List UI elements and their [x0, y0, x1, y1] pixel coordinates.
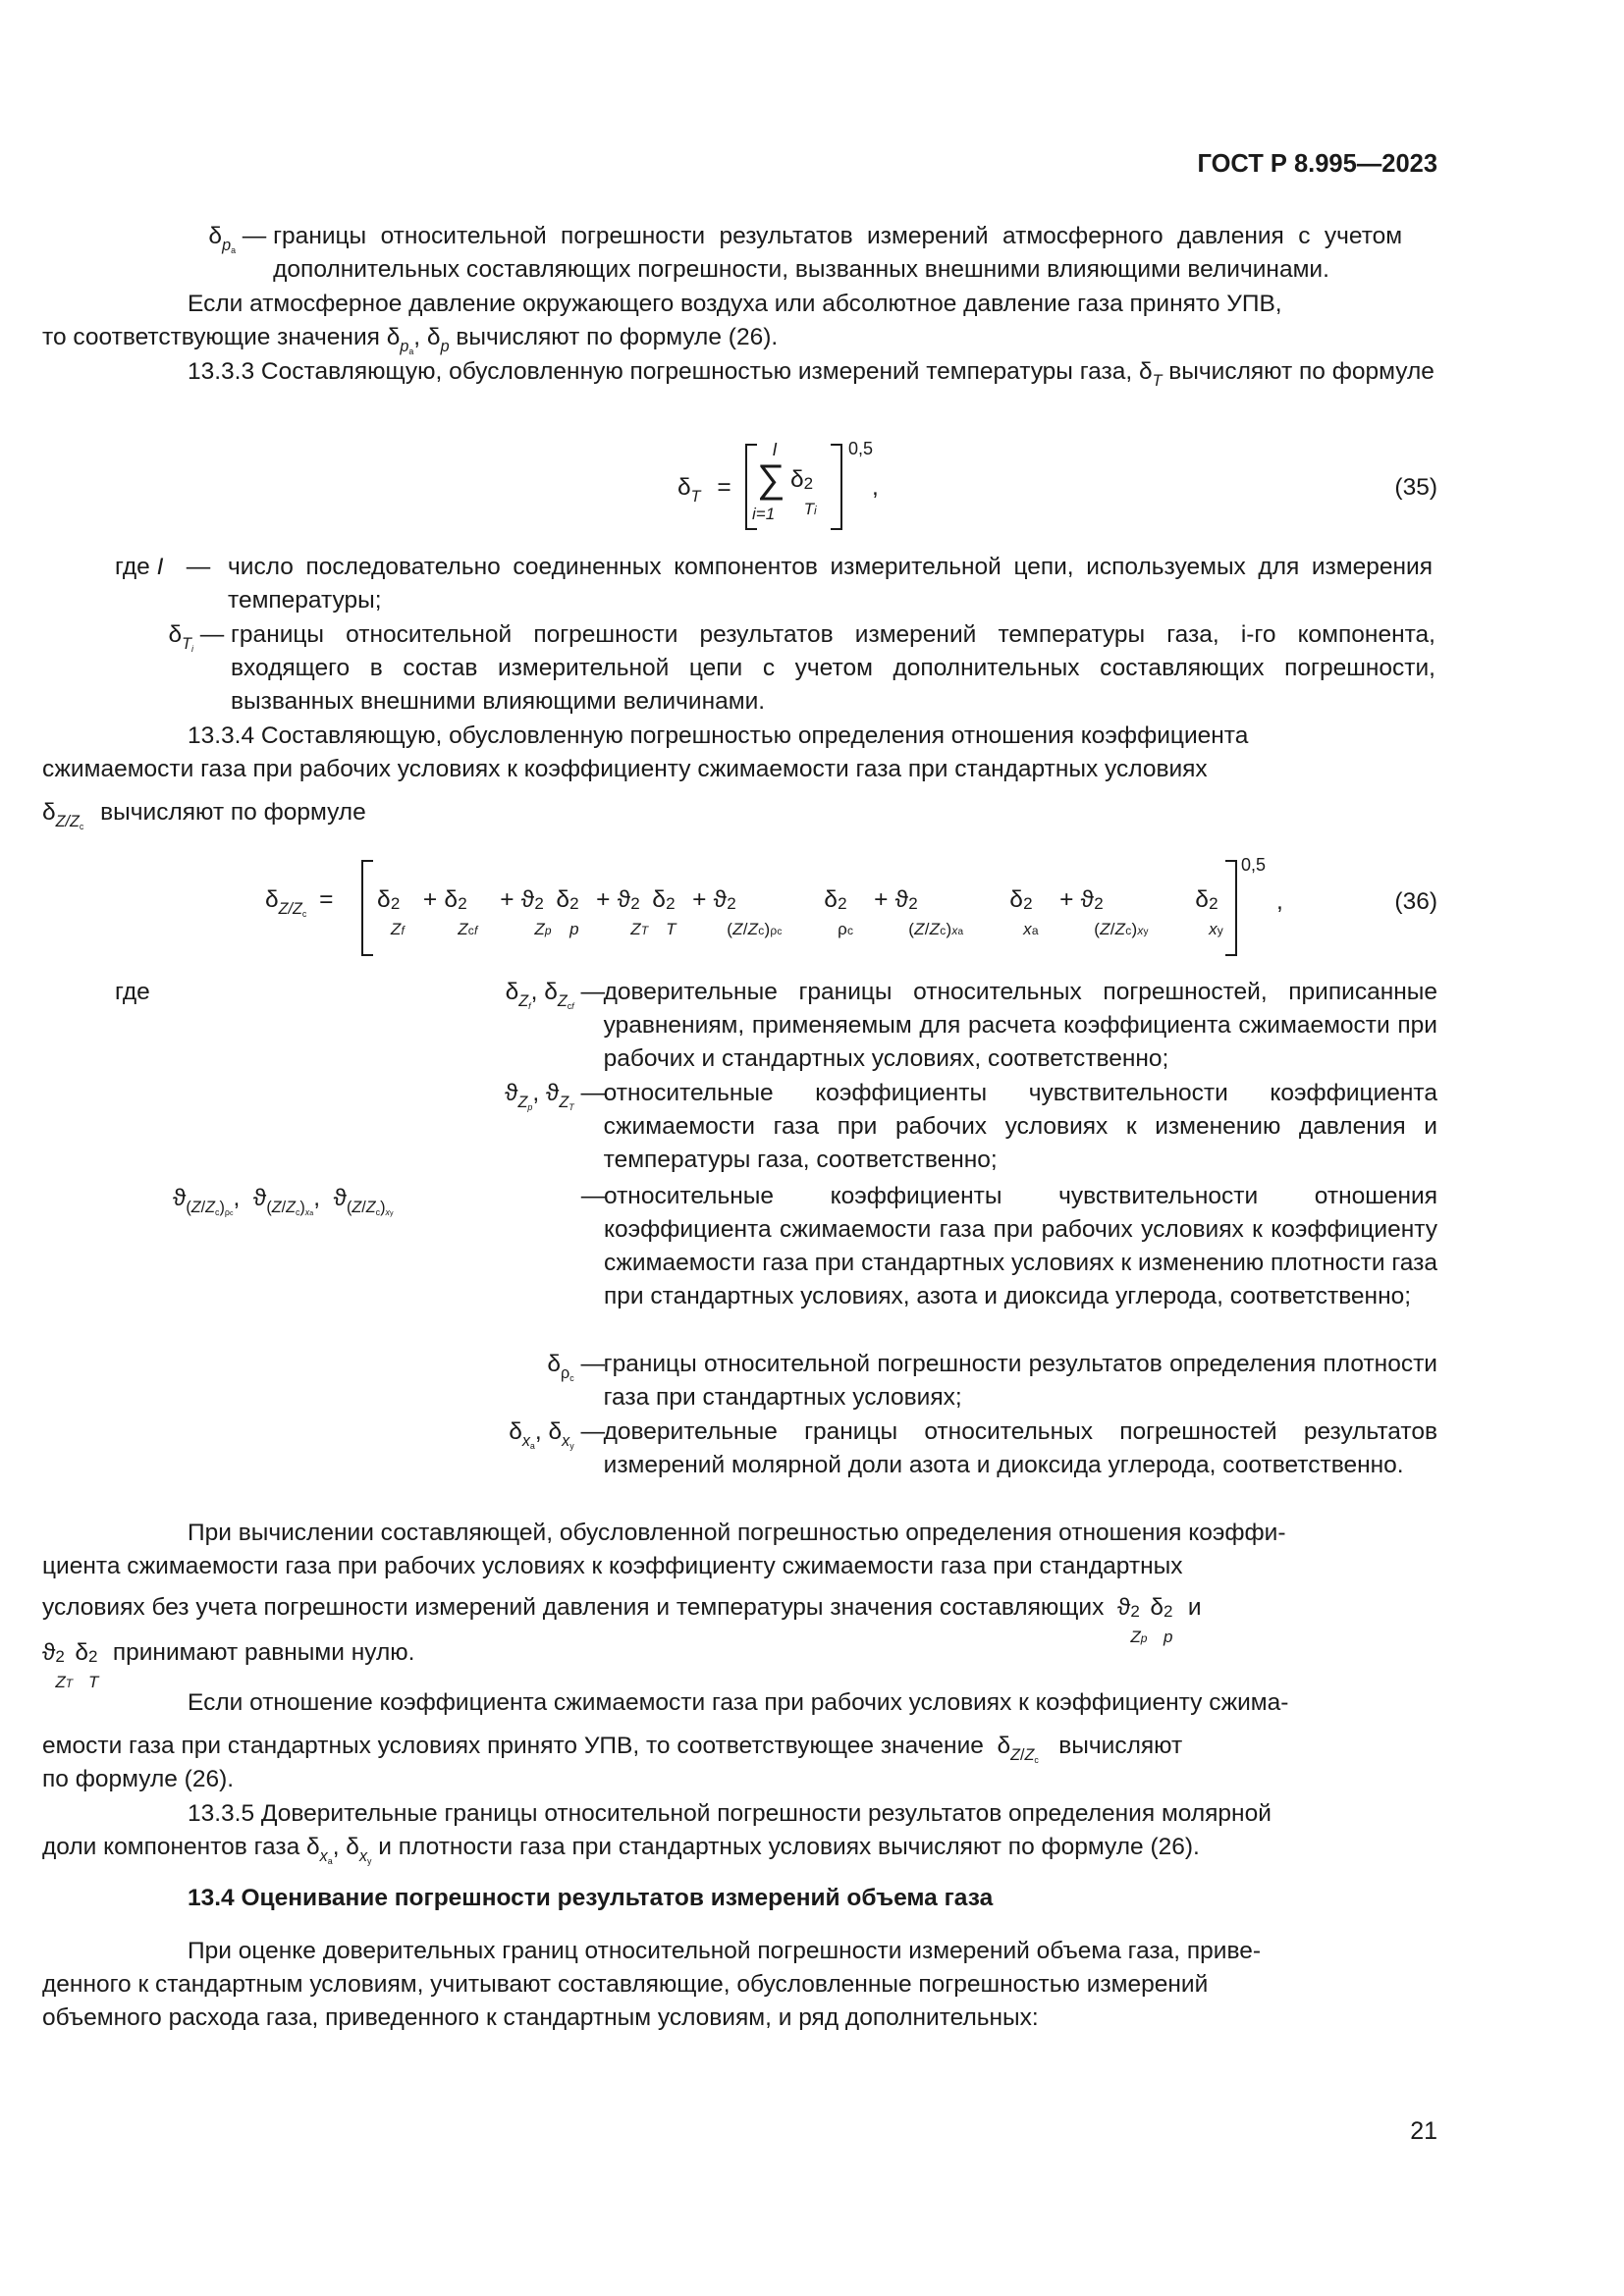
equation-number-35: (35): [1394, 474, 1437, 501]
paragraph-upv: Если отношение коэффициента сжимаемости газа при рабочих условиях к коэффициенту сжима- емости газа при стандартных условиях принято УПВ, то соответствующее значение $\delta_{Z/Zc}$ вычисляют по формуле (26).: [42, 1689, 1289, 1792]
definition-term: $ϑ_{Zp}$, $ϑ_{ZT}$: [505, 1080, 574, 1112]
paragraph-volume: При оценке доверительных границ относительной погрешности измерений объема газа, приве- денного к стандартным условиям, учитывают составляющие, обусловленные погрешностью измерений объемного расхода газа, приведенного к стандартным условиям, и ряд дополнительных:: [42, 1938, 1262, 2031]
definition-text: границы относительной погрешности результатов определения плотности газа при стандартных условиях;: [603, 1351, 1437, 1411]
left-bracket: [361, 860, 373, 956]
right-bracket: [831, 444, 842, 530]
equation-35: $\delta_T$ =: [677, 474, 731, 506]
definition-term: где I: [115, 554, 164, 580]
power: 0,5: [848, 439, 874, 458]
sum-upper-limit: I: [772, 440, 778, 459]
definition-dash: —: [573, 1351, 612, 1377]
definition-text: границы относительной погрешности результатов измерений температуры газа, i-го компонента, входящего в состав измерительной цепи с учетом дополнительных составляющих погрешности, вызванных внешними влияющими величинами.: [231, 621, 1435, 715]
definition-term: $\delta_{Zf}$, $\delta_{Zcf}$: [505, 979, 574, 1011]
definition-dash: —: [573, 1418, 612, 1445]
definition-text: доверительные границы относительных погрешностей результатов измерений молярной доли азота и диоксида углерода, соответственно.: [603, 1418, 1437, 1478]
equation-36-lhs: $\delta_{Z/Zc}$ =: [265, 886, 334, 919]
where-label: где: [115, 979, 150, 1005]
paragraph-atmospheric: Если атмосферное давление окружающего воздуха или абсолютное давление газа принято УПВ, то соответствующие значения $\delta_{pa}$, $\delta_p$ вычисляют по формуле (26).: [42, 291, 1282, 356]
sum-lower-limit: i=1: [752, 505, 776, 523]
definition-dash: —: [573, 1080, 612, 1106]
definition-dash: —: [573, 979, 612, 1005]
definition-term-theta-ratio: $ϑ_{(Z/Zc)\rho c}$, $ϑ_{(Z/Zc)xa}$, $ϑ_{(Z/Zc)xy}$: [173, 1185, 394, 1217]
definition-delta-Zf: [393, 976, 1437, 1076]
document-code: ГОСТ Р 8.995—2023: [1197, 150, 1437, 178]
definition-dash: —: [574, 1183, 613, 1209]
definition-dash: —: [179, 554, 218, 580]
sum-sign: ∑: [757, 457, 785, 501]
definition-delta-pa: [167, 220, 1437, 287]
section-heading-13-4: 13.4 Оценивание погрешности результатов измерений объема газа: [188, 1885, 994, 1911]
definition-text: относительные коэффициенты чувствительности отношения коэффициента сжимаемости газа при рабочих условиях к коэффициенту сжимаемости газа при стандартных условиях к изменению плотности газа при стандартных условиях, азота и диоксида углерода, соответственно;: [604, 1183, 1437, 1309]
equation-36-body: δ 2 Zf + δ 2 Zcf + ϑ 2 Zp δ 2 p + ϑ 2 ZT δ 2 T + ϑ 2 (Z/Zc)ρc δ 2 ρc + ϑ 2 (Z/Zc)xa δ 2 xa + ϑ 2 (Z/Zc)xy δ 2 xy: [377, 886, 1223, 938]
power: 0,5: [1241, 855, 1267, 875]
definition-text: число последовательно соединенных компонентов измерительной цепи, используемых для измерения температуры;: [228, 554, 1433, 614]
definition-dash: —: [193, 621, 232, 648]
definition-I: [115, 551, 1437, 617]
definition-delta-Ti: [115, 618, 1437, 719]
definition-text: относительные коэффициенты чувствительности коэффициента сжимаемости газа при рабочих условиях к изменению давления и температуры газа, соответственно;: [603, 1080, 1437, 1173]
paragraph-calculation: При вычислении составляющей, обусловленной погрешностью определения отношения коэффи- циента сжимаемости газа при рабочих условиях к коэффициенту сжимаемости газа при стандартных условиях без учета погрешности измерений давления и температуры значения составляющих ϑ 2 Zp δ 2 p и ϑ 2 ZT δ 2 T принимают равными нулю.: [42, 1520, 1286, 1691]
definition-term: $\delta_{xa}$, $\delta_{xy}$: [509, 1418, 574, 1451]
page-number: 21: [1410, 2117, 1437, 2145]
right-bracket: [1225, 860, 1237, 956]
definition-text: границы относительной погрешности результатов измерений атмосферного давления с учетом дополнительных составляющих погрешности, вызванных внешними влияющими величинами.: [273, 223, 1403, 283]
definition-text: доверительные границы относительных погрешностей, приписанные уравнениям, применяемым для расчета коэффициента сжимаемости при рабочих и стандартных условиях, соответственно;: [603, 979, 1437, 1072]
paragraph-13-3-4: 13.3.4 Составляющую, обусловленную погрешностью определения отношения коэффициента сжимаемости газа при рабочих условиях к коэффициенту сжимаемости газа при стандартных условиях $\delta_{Z/Zc}$ вычисляют по формуле: [42, 722, 1249, 831]
definition-theta-Zp: [393, 1077, 1437, 1177]
equation-number-36: (36): [1394, 888, 1437, 915]
definition-delta-rhoc: [393, 1348, 1437, 1415]
definition-theta-ratio: [574, 1180, 1437, 1313]
definition-delta-xa: [393, 1415, 1437, 1482]
definition-dash: —: [236, 223, 274, 249]
definition-term: $\delta_{\rho c}$: [547, 1351, 574, 1383]
equation-comma: ,: [872, 474, 879, 501]
paragraph-13-3-3: 13.3.3 Составляющую, обусловленную погрешностью измерений температуры газа, $\delta_T$ вычисляют по формуле: [188, 358, 1435, 390]
equation-comma: ,: [1276, 888, 1283, 915]
paragraph-13-3-5: 13.3.5 Доверительные границы относительной погрешности результатов определения молярной доли компонентов газа $\delta_{xa}$, $\delta_{xy}$ и плотности газа при стандартных условиях вычисляют по формуле (26).: [42, 1800, 1272, 1866]
sum-term: δ 2 Ti: [790, 466, 817, 518]
definition-term: $\delta_{pa}$: [208, 223, 236, 255]
definition-term: $\delta_{Ti}$: [168, 621, 193, 654]
